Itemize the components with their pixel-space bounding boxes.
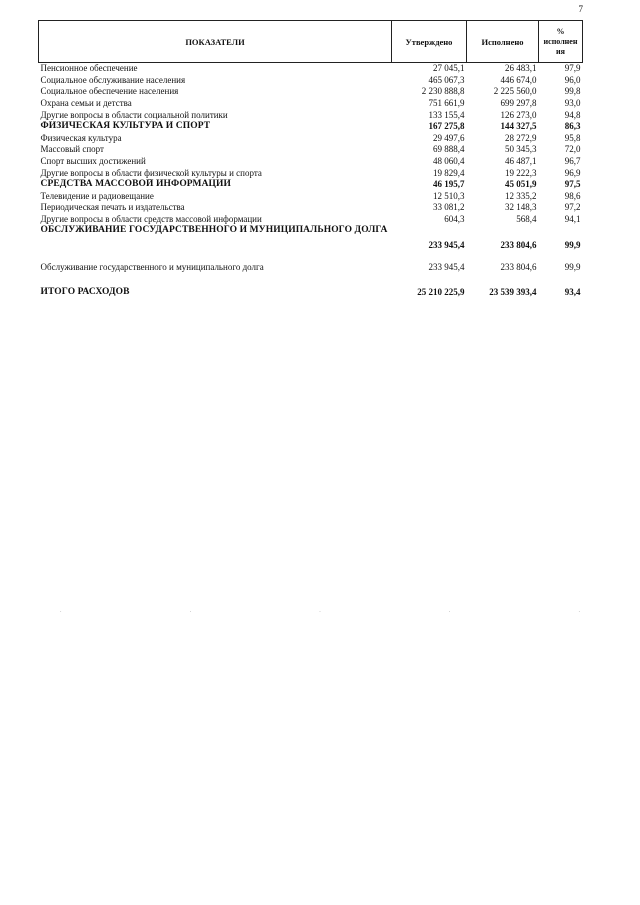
row-approved: 465 067,3 xyxy=(428,74,465,85)
row-executed: 233 804,6 xyxy=(500,261,537,272)
row-percent: 72,0 xyxy=(564,144,581,155)
row-approved: 12 510,3 xyxy=(433,190,465,201)
header-executed: Исполнено xyxy=(467,21,539,63)
row-executed: 699 297,8 xyxy=(500,98,537,109)
table-row xyxy=(39,109,583,121)
table-row xyxy=(39,191,583,203)
row-approved: 27 045,1 xyxy=(433,63,465,74)
row-approved: 167 275,8 xyxy=(428,121,465,132)
table-row xyxy=(39,75,583,87)
header-approved: Утверждено xyxy=(392,21,467,63)
row-approved: 19 829,4 xyxy=(433,167,465,178)
row-name: Охрана семьи и детства xyxy=(40,98,132,109)
row-percent: 96,7 xyxy=(564,156,581,167)
page-number: 7 xyxy=(578,4,583,14)
row-executed: 19 222,3 xyxy=(505,167,537,178)
row-name: Массовый спорт xyxy=(40,144,104,155)
row-executed: 45 051,9 xyxy=(505,179,537,190)
row-percent: 97,5 xyxy=(564,179,581,190)
row-percent: 94,1 xyxy=(564,214,581,225)
row-name: Физическая культура xyxy=(40,132,122,143)
row-percent: 93,4 xyxy=(564,287,581,298)
row-percent: 99,8 xyxy=(564,86,581,97)
row-approved: 69 888,4 xyxy=(433,144,465,155)
row-name: Обслуживание государственного и муниципального долга xyxy=(40,261,264,272)
row-name: Телевидение и радиовещание xyxy=(40,190,154,201)
row-executed: 144 327,5 xyxy=(500,121,537,132)
row-percent: 96,0 xyxy=(564,74,581,85)
row-approved: 751 661,9 xyxy=(428,98,465,109)
table-row xyxy=(39,63,583,75)
row-percent: 97,9 xyxy=(564,63,581,74)
row-percent: 99,9 xyxy=(564,240,581,251)
row-name: Другие вопросы в области физической культуры и спорта xyxy=(40,167,262,178)
table-header-row xyxy=(39,21,583,63)
header-indicators: ПОКАЗАТЕЛИ xyxy=(39,21,392,63)
table-row xyxy=(39,214,583,226)
row-name: ОБСЛУЖИВАНИЕ ГОСУДАРСТВЕННОГО И МУНИЦИПАЛЬНОГО ДОЛГА xyxy=(40,225,388,236)
row-name: Другие вопросы в области средств массовой информации xyxy=(40,214,262,225)
section-row xyxy=(39,121,583,133)
table-row xyxy=(39,156,583,168)
section-row xyxy=(39,179,583,191)
row-approved: 25 210 225,9 xyxy=(417,287,465,298)
row-approved: 48 060,4 xyxy=(433,156,465,167)
section-row xyxy=(39,225,583,251)
row-percent: 93,0 xyxy=(564,98,581,109)
row-executed: 2 225 560,0 xyxy=(493,86,537,97)
row-name: Другие вопросы в области социальной политики xyxy=(40,109,228,120)
row-executed: 46 487,1 xyxy=(505,156,537,167)
row-name: Периодическая печать и издательства xyxy=(40,202,185,213)
row-approved: 33 081,2 xyxy=(433,202,465,213)
row-executed: 568,4 xyxy=(516,214,537,225)
row-executed: 12 335,2 xyxy=(505,190,537,201)
total-spacer xyxy=(39,273,583,287)
row-percent: 95,8 xyxy=(564,132,581,143)
row-percent: 94,8 xyxy=(564,109,581,120)
row-approved: 133 155,4 xyxy=(428,109,465,120)
table-row xyxy=(39,144,583,156)
row-executed: 26 483,1 xyxy=(505,63,537,74)
table-row xyxy=(39,86,583,98)
row-name: Пенсионное обеспечение xyxy=(40,63,138,74)
row-name: Социальное обслуживание населения xyxy=(40,74,186,85)
row-percent: 99,9 xyxy=(564,261,581,272)
row-approved: 604,3 xyxy=(444,214,465,225)
row-approved: 233 945,4 xyxy=(428,240,465,251)
row-percent: 96,9 xyxy=(564,167,581,178)
row-executed: 50 345,3 xyxy=(505,144,537,155)
row-executed: 446 674,0 xyxy=(500,74,537,85)
table-body xyxy=(39,63,583,299)
row-percent: 98,6 xyxy=(564,190,581,201)
header-percent: % исполнен ия xyxy=(539,21,583,63)
row-executed: 28 272,9 xyxy=(505,132,537,143)
row-percent: 86,3 xyxy=(564,121,581,132)
row-executed: 23 539 393,4 xyxy=(489,287,537,298)
row-name: Социальное обеспечение населения xyxy=(40,86,179,97)
row-approved: 233 945,4 xyxy=(428,261,465,272)
expenditure-table xyxy=(38,20,583,299)
row-executed: 32 148,3 xyxy=(505,202,537,213)
table-row xyxy=(39,98,583,110)
row-approved: 46 195,7 xyxy=(433,179,465,190)
row-name: ФИЗИЧЕСКАЯ КУЛЬТУРА И СПОРТ xyxy=(40,121,211,132)
table-row xyxy=(39,167,583,179)
row-executed: 126 273,0 xyxy=(500,109,537,120)
scan-artifact-dots: . . . . . xyxy=(60,608,580,614)
row-percent: 97,2 xyxy=(564,202,581,213)
total-row xyxy=(39,287,583,299)
table-row xyxy=(39,133,583,145)
row-approved: 2 230 888,8 xyxy=(421,86,465,97)
row-name: ИТОГО РАСХОДОВ xyxy=(40,287,130,298)
table-row xyxy=(39,202,583,214)
row-name: Спорт высших достижений xyxy=(40,156,146,167)
row-executed: 233 804,6 xyxy=(500,240,537,251)
row-name: СРЕДСТВА МАССОВОЙ ИНФОРМАЦИИ xyxy=(40,179,232,190)
table-row xyxy=(39,261,583,273)
row-spacer xyxy=(39,251,583,261)
row-approved: 29 497,6 xyxy=(433,132,465,143)
